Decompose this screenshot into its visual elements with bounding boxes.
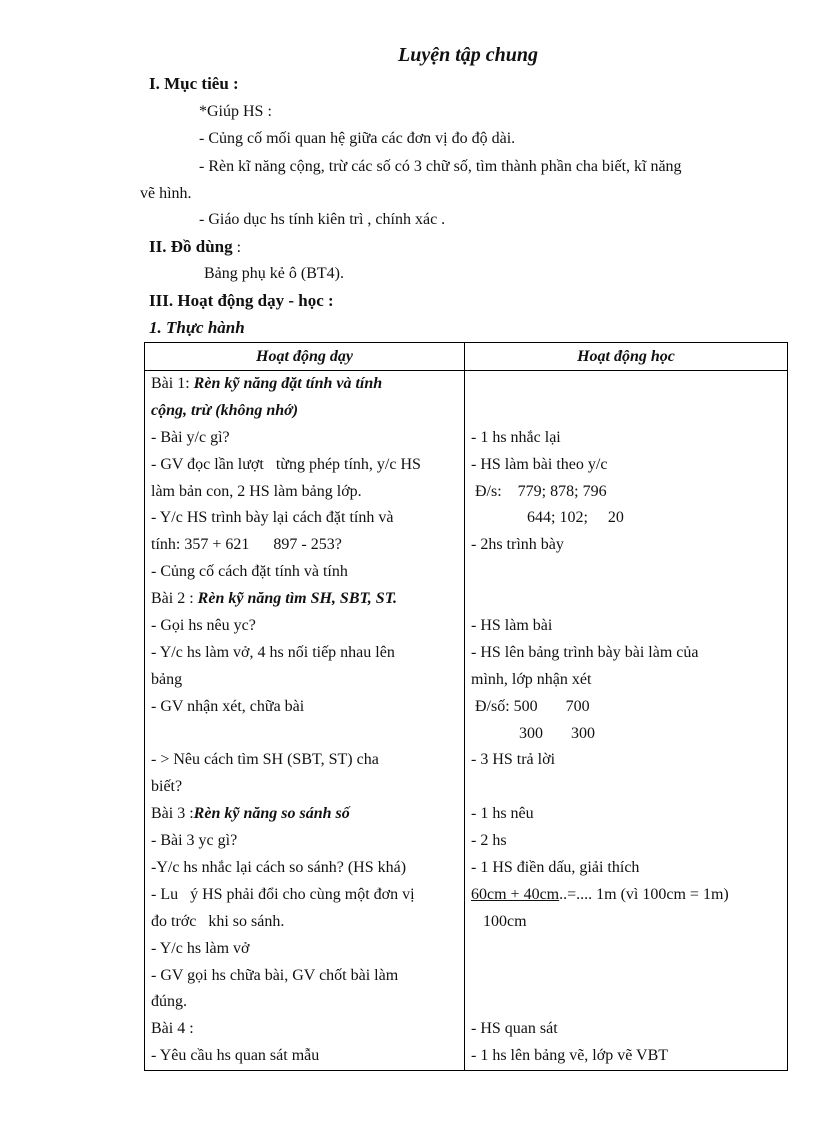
- exercise-label: Bài 3 :: [151, 805, 194, 823]
- activity-table: [144, 342, 788, 1071]
- line-text: đúng.: [151, 993, 187, 1011]
- teacher-line: [151, 505, 458, 532]
- teacher-line: [151, 398, 458, 425]
- line-text: 300 300: [471, 724, 595, 742]
- student-line: [471, 371, 781, 398]
- line-text: - 3 HS trả lời: [471, 751, 556, 769]
- header-teacher: Hoạt động dạy: [145, 343, 465, 371]
- objective-line: *Giúp HS :: [199, 103, 272, 120]
- table-row: [145, 371, 788, 1071]
- teacher-line: [151, 613, 458, 640]
- line-text: làm bản con, 2 HS làm bảng lớp.: [151, 482, 362, 500]
- student-line: [471, 936, 781, 963]
- line-text: Đ/số: 500 700: [471, 697, 590, 715]
- underlined-expression: 60cm + 40cm: [471, 885, 560, 903]
- student-line: [471, 909, 781, 936]
- line-text: Đ/s: 779; 878; 796: [471, 482, 607, 500]
- line-text: - 2 hs: [471, 832, 507, 850]
- section-heading-objectives: I. Mục tiêu :: [149, 74, 239, 93]
- teacher-line: [151, 774, 458, 801]
- objective-line: - Rèn kĩ năng cộng, trừ các số có 3 chữ số, tìm thành phần cha biết, kĩ năng: [199, 158, 682, 175]
- line-text: - Bài 3 yc gì?: [151, 832, 238, 850]
- page-title: Luyện tập chung: [397, 44, 539, 66]
- teacher-line: [151, 694, 458, 721]
- line-text: - > Nêu cách tìm SH (SBT, ST) cha: [151, 751, 379, 769]
- line-text: bảng: [151, 670, 183, 688]
- student-line: [471, 505, 781, 532]
- student-line: [471, 855, 781, 882]
- student-line: [471, 532, 781, 559]
- teacher-line: [151, 1043, 458, 1070]
- line-text: - HS làm bài theo y/c: [471, 455, 608, 473]
- student-line: [471, 721, 781, 748]
- materials-line: Bảng phụ kẻ ô (BT4).: [204, 265, 344, 282]
- student-line: [471, 586, 781, 613]
- header-student: Hoạt động học: [465, 343, 788, 371]
- exercise-label: Bài 2 :: [151, 590, 198, 608]
- student-line: [471, 1043, 781, 1070]
- section-heading-materials: II. Đồ dùng :: [149, 237, 242, 256]
- student-line: [471, 398, 781, 425]
- student-line: [471, 989, 781, 1016]
- teacher-line: [151, 963, 458, 990]
- student-line: [471, 963, 781, 990]
- line-text: - 1 hs nêu: [471, 805, 534, 823]
- objective-line: - Giáo dục hs tính kiên trì , chính xác .: [199, 211, 446, 228]
- exercise-goal: Rèn kỹ năng đặt tính và tính: [193, 375, 383, 392]
- line-text: -Y/c hs nhắc lại cách so sánh? (HS khá): [151, 859, 407, 877]
- teacher-line: [151, 828, 458, 855]
- line-text: Bài 4 :: [151, 1020, 194, 1038]
- line-text: - 1 HS điền dấu, giải thích: [471, 859, 640, 877]
- table-header-row: [145, 343, 788, 371]
- exercise-goal: Rèn kỹ năng so sánh số: [193, 805, 350, 823]
- objective-line: vẽ hình.: [140, 185, 192, 202]
- line-text: - Y/c hs làm vở: [151, 939, 250, 957]
- teacher-line: [151, 721, 458, 748]
- line-text: mình, lớp nhận xét: [471, 670, 592, 688]
- teacher-line: [151, 532, 458, 559]
- line-text: - 2hs trình bày: [471, 536, 564, 554]
- teacher-line: [151, 855, 458, 882]
- line-text: - 1 hs nhắc lại: [471, 428, 561, 446]
- student-line: [471, 882, 781, 909]
- teacher-line: [151, 989, 458, 1016]
- student-activities: [465, 371, 788, 1071]
- line-text: 100cm: [471, 912, 527, 930]
- student-line: [471, 640, 781, 667]
- teacher-line: [151, 479, 458, 506]
- teacher-line: [151, 640, 458, 667]
- line-text: - GV đọc lần lượt từng phép tính, y/c HS: [151, 455, 421, 473]
- teacher-line: [151, 452, 458, 479]
- student-line: [471, 425, 781, 452]
- student-line: [471, 747, 781, 774]
- teacher-line: [151, 909, 458, 936]
- exercise-label: Bài 1:: [151, 375, 194, 392]
- section-heading-activities: III. Hoạt động dạy - học :: [149, 291, 334, 310]
- line-text: biết?: [151, 778, 183, 796]
- student-line: [471, 801, 781, 828]
- teacher-line: [151, 747, 458, 774]
- line-text: - HS lên bảng trình bày bài làm của: [471, 643, 699, 661]
- line-text: - Yêu cầu hs quan sát mẫu: [151, 1047, 320, 1065]
- line-text: đo trớc khi so sánh.: [151, 912, 285, 930]
- teacher-line: [151, 425, 458, 452]
- line-text: ..=.... 1m (vì 100cm = 1m): [559, 885, 729, 903]
- line-text: - HS làm bài: [471, 617, 553, 635]
- line-text: - Lu ý HS phải đổi cho cùng một đơn vị: [151, 885, 415, 903]
- line-text: - Củng cố cách đặt tính và tính: [151, 563, 348, 581]
- line-text: 644; 102; 20: [471, 509, 624, 527]
- teacher-line: [151, 801, 458, 828]
- teacher-line: [151, 882, 458, 909]
- teacher-line: [151, 371, 458, 398]
- student-line: [471, 774, 781, 801]
- line-text: - GV gọi hs chữa bài, GV chốt bài làm: [151, 966, 399, 984]
- student-line: [471, 828, 781, 855]
- teacher-line: [151, 936, 458, 963]
- line-text: - Y/c hs làm vở, 4 hs nối tiếp nhau lên: [151, 643, 395, 661]
- student-line: [471, 479, 781, 506]
- subsection-practice: 1. Thực hành: [149, 318, 245, 337]
- student-line: [471, 667, 781, 694]
- exercise-goal: Rèn kỹ năng tìm SH, SBT, ST.: [197, 590, 397, 608]
- objective-line: - Củng cố mối quan hệ giữa các đơn vị đo độ dài.: [199, 130, 516, 147]
- line-text: - 1 hs lên bảng vẽ, lớp vẽ VBT: [471, 1047, 669, 1065]
- line-text: tính: 357 + 621 897 - 253?: [151, 536, 342, 554]
- teacher-line: [151, 1016, 458, 1043]
- line-text: - HS quan sát: [471, 1020, 558, 1038]
- student-line: [471, 1016, 781, 1043]
- teacher-line: [151, 559, 458, 586]
- line-text: - Y/c HS trình bày lại cách đặt tính và: [151, 509, 394, 527]
- line-text: - Gọi hs nêu yc?: [151, 617, 256, 635]
- student-line: [471, 613, 781, 640]
- teacher-line: [151, 667, 458, 694]
- student-line: [471, 694, 781, 721]
- teacher-activities: [145, 371, 465, 1071]
- student-line: [471, 452, 781, 479]
- line-text: - GV nhận xét, chữa bài: [151, 697, 305, 715]
- student-line: [471, 559, 781, 586]
- line-text: - Bài y/c gì?: [151, 428, 230, 446]
- exercise-goal: cộng, trừ (không nhớ): [151, 401, 299, 419]
- teacher-line: [151, 586, 458, 613]
